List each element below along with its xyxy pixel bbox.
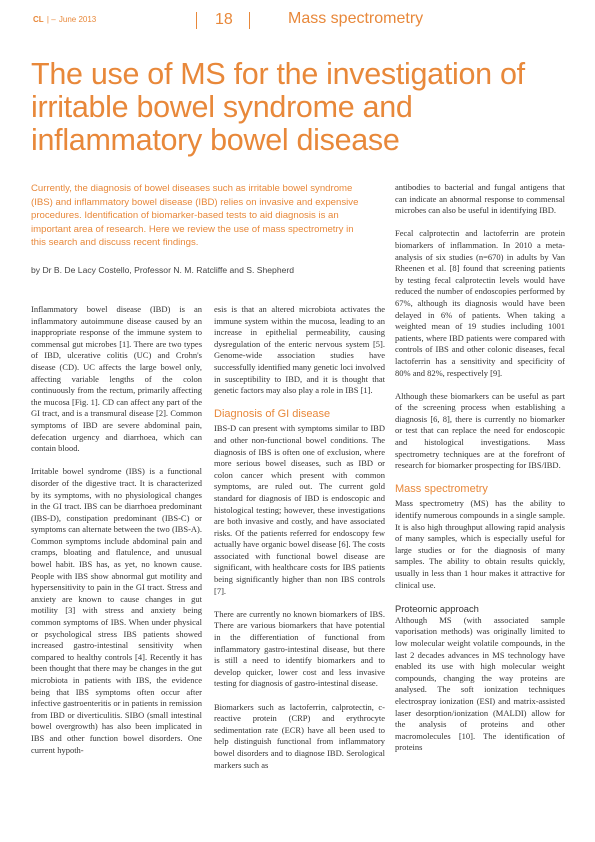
paragraph: Fecal calprotectin and lactoferrin are protein biomarkers of inflammation. In 2010 a meta-analysis of six studies (n=670) in adults by Van Rheenen et al. [8] found that screening patients by testing fecal calprotectin levels would have reduced the number of endoscopies performed by 67%, although its diagnosis would have been delayed in 6% of patients. When taking a weighted mean of 19 studies including 1001 patients, where IBD patients were compared with controls of IBS and other colonic diseases, fecal lactoferrin has a sensitivity and specificity of 80% and 82%, respectively [9].: [395, 228, 565, 378]
paragraph: Although these biomarkers can be useful as part of the screening process when establishing a diagnosis [6, 8], there is currently no biomarker or test that can replace the need for endoscopic and histological investigations. Mass spectrometry techniques are at the forefront of research for biomarker prospecting for IBS/IBD.: [395, 390, 565, 471]
column-2: [214, 304, 385, 783]
section-heading: Diagnosis of GI disease: [214, 408, 331, 421]
page-number: 18: [215, 11, 233, 28]
article-standfirst: Currently, the diagnosis of bowel diseases such as irritable bowel syndrome (IBS) and inflammatory bowel disease (IBD) relies on invasive and expensive procedures. Identification of biomarker-based tests to aid diagnosis is an important area of research. Here we review the use of mass spectrometry in this search and discuss recent findings.: [31, 183, 359, 249]
paragraph: IBS-D can present with symptoms similar to IBD and other non-functional bowel conditions. The diagnosis of IBS is often one of exclusion, where more serious bowel diseases, such as IBD or colon cancer which present with common symptoms, are ruled out. The current gold standard for diagnosis of IBD is endoscopic and histological testing; however, these investigations are both invasive and costly, and have associated risks. Of the patients referred for endoscopy few actually have organic bowel disease [6]. The costs associated with functional bowel disease are significant, with healthcare costs for IBS patients being significantly higher than non IBS controls [7].: [214, 423, 385, 596]
paragraph: esis is that an altered microbiota activates the immune system within the mucosa, leading to an increase in epithelial permeability, causing dysregulation of the enteric nervous system [5]. Genome-wide association studies have successfully identified many genetic loci involved in susceptibility to IBD, and it is thought that genetic factors may also play a role in IBS [1].: [214, 304, 385, 396]
section-title: Mass spectrometry: [288, 10, 424, 27]
paragraph: Mass spectrometry (MS) has the ability to identify numerous compounds in a single sample. It is also high throughput allowing rapid analysis of many samples, which is especially useful for large studies or for the diagnosis of many samples. The ability to obtain results quickly, usually in less than 1 hour makes it attractive for clinical use.: [395, 498, 565, 590]
page-header: [33, 12, 562, 30]
paragraph: Irritable bowel syndrome (IBS) is a functional disorder of the digestive tract. It is characterized by its symptoms, with no physiological changes in the GI tract. IBS can be diarrhoea predominant (IBS-D), constipation predominant (IBS-C) or symptoms can alternate between the two (IBS-A). Common symptoms include abdominal pain and cramps, bloating and flatulence, and unusual bowel habit. IBS has, as yet, no known cause. People with IBS show abnormal gut motility and hypersensitivity to pain in the GI tract. Stress and anxiety are known to cause changes in gut motility [3] with stress and anxiety being common symptoms of IBS. When under physical or psychological stress IBS patients showed increased gastro-intestinal sensitivity when compared to healthy controls [4]. Recently it has been thought that there may be changes in the gut microbiota in patients with IBS, the evidence being that IBS symptoms often occur after infective gastroenteritis or in patients in remission from IBD or diverticulitis. SIBO (small intestinal bowel overgrowth) has also been implicated in IBS and other function bowel disorders. One current hypoth-: [31, 466, 202, 755]
paragraph: Inflammatory bowel disease (IBD) is an inflammatory autoimmune disease caused by an inappropriate response of the immune system to commensal gut microbes [1]. There are two types of IBD, ulcerative colitis (UC) and Crohn's disease (CD). UC affects the large bowel only, affecting variable lengths of the colon continuously from the rectum, primarily affecting the mucosa [Fig. 1]. CD can affect any part of the GI tract, and is a transmural disease [2]. Common symptoms of IBD are severe abdominal pain, defecation urgency and diarrhoea, which can contain blood.: [31, 304, 202, 454]
section-heading: Mass spectrometry: [395, 483, 488, 496]
paragraph: Biomarkers such as lactoferrin, calprotectin, c-reactive protein (CRP) and erythrocyte sedimentation rate (ECR) have all been used to help distinguish functional from inflammatory bowel disorders and to diagnose IBD. Serological markers such as: [214, 701, 385, 770]
subsection-heading: Proteomic approach: [395, 602, 479, 614]
issue-date: June 2013: [58, 15, 97, 24]
logo-text: CL: [33, 15, 44, 24]
paragraph: Although MS (with associated sample vaporisation methods) was originally limited to low molecular weight volatile compounds, in the last 2 decades advances in MS technology have enabled its use with high molecular weight compounds, changing the way proteins are analysed. The soft ionization techniques electrospray ionization (ESI) and matrix-assisted laser desorption/ionization (MALDI) allow for the analysis of proteins and other macromolecules [10]. The identification of proteins: [395, 614, 565, 753]
author-byline: by Dr B. De Lacy Costello, Professor N. M. Ratcliffe and S. Shepherd: [31, 265, 295, 275]
header-divider: [249, 12, 250, 29]
article-title: The use of MS for the investigation of irritable bowel syndrome and inflammatory bowel disease: [31, 57, 525, 157]
column-1: [31, 304, 202, 768]
column-3: [395, 182, 565, 766]
paragraph: There are currently no known biomarkers of IBS. There are various biomarkers that have potential in the differentiation of functional from inflammatory gastro-intestinal disease, but there is still a need to identify biomarkers and to develop quicker, lower cost and less invasive testing for diagnosis of gastro-intestinal disease.: [214, 608, 385, 689]
header-divider: [196, 12, 197, 29]
paragraph: antibodies to bacterial and fungal antigens that can indicate an abnormal response to commensal microbes can also be useful in identifying IBD.: [395, 182, 565, 216]
journal-logo: CL | – June 2013: [33, 15, 97, 24]
